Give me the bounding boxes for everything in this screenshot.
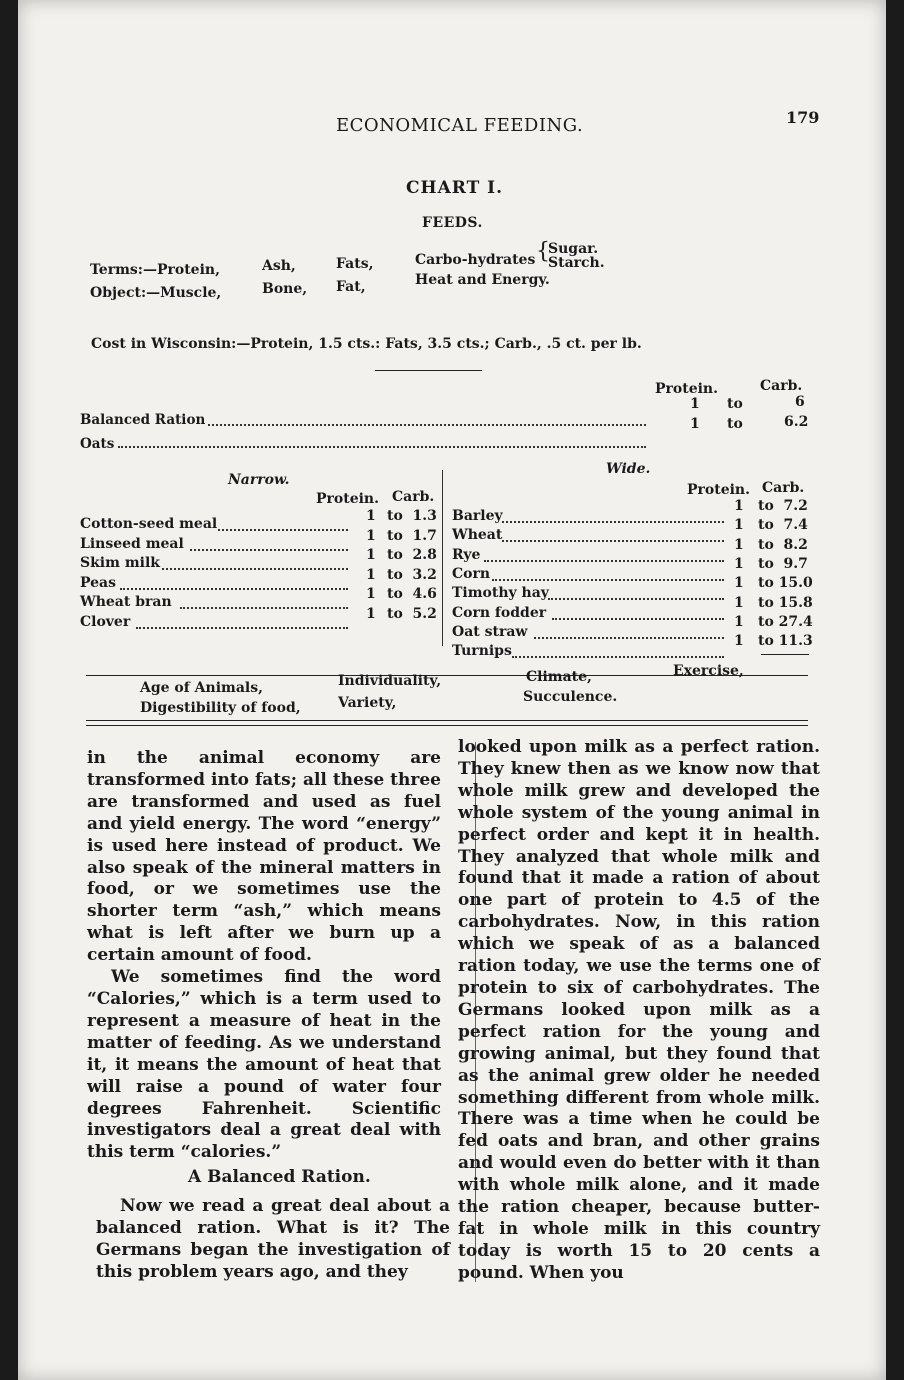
row-protein: 1 <box>366 586 376 602</box>
row-name: Rye <box>452 546 481 563</box>
row-protein: 1 <box>366 527 376 544</box>
short-rule <box>761 654 809 655</box>
row-protein: 1 <box>734 555 744 572</box>
row-to: to <box>727 396 743 412</box>
leader-dots <box>218 529 348 531</box>
wide-label: Wide. <box>606 461 651 477</box>
terms-label: Terms:—Protein, <box>90 262 220 278</box>
row-carb: to 8.2 <box>758 536 808 553</box>
factor-exercise: Exercise, <box>673 663 744 679</box>
left-column-continued <box>96 1196 450 1284</box>
row-protein: 1 <box>366 508 376 524</box>
cost-line: Cost in Wisconsin:—Protein, 1.5 cts.: Fats, 3.5 cts.; Carb., .5 ct. per lb. <box>91 336 642 352</box>
left-para-1: in the animal economy are transformed into fats; all these three are transformed and used as fuel and yield energy. The word “energy” is used here instead of product. We also speak of the mineral matters in food, or we sometimes use the shorter term “ash,” which means what is left after we burn up a certain amount of food. <box>87 748 441 966</box>
book-page <box>18 0 886 1380</box>
row-name: Peas <box>80 574 117 591</box>
factor-climate: Climate, <box>526 669 592 685</box>
row-name: Cotton-seed meal <box>80 516 218 532</box>
leader-dots <box>552 618 724 620</box>
term-starch: Starch. <box>548 255 605 271</box>
row-name: Skim milk <box>80 555 160 571</box>
row-carb: to 5.2 <box>387 605 437 622</box>
row-carb: to 4.6 <box>387 586 437 602</box>
row-carb: 6.2 <box>784 414 809 430</box>
row-to: to <box>727 416 743 432</box>
row-protein: 1 <box>734 498 744 514</box>
row-carb: to 15.0 <box>758 575 813 592</box>
factor-individuality: Individuality, <box>338 673 442 689</box>
section-heading: A Balanced Ration. <box>188 1167 371 1187</box>
row-carb: 6 <box>795 394 805 410</box>
row-name: Clover <box>80 613 131 630</box>
leader-dots <box>118 446 646 448</box>
left-para-2: We sometimes find the word “Calories,” which is a term used to represent a measure of heat in the matter of feeding. As we understand it, it means the amount of heat that will raise a pound of water four degrees Fahrenheit. Scientific investigators deal a great deal with this term “calories.” <box>87 967 441 1163</box>
top-header-protein: Protein. <box>655 381 718 397</box>
row-carb: to 1.7 <box>387 527 437 544</box>
leader-dots <box>534 637 724 639</box>
row-name: Oats <box>80 436 115 452</box>
leader-dots <box>120 588 348 590</box>
factor-digestibility: Digestibility of food, <box>140 700 301 716</box>
row-name: Corn fodder <box>452 604 547 621</box>
term-carbohydrates: Carbo-hydrates <box>415 252 536 268</box>
leader-dots <box>502 521 724 523</box>
top-header-carb: Carb. <box>760 378 803 394</box>
row-protein: 1 <box>734 536 744 553</box>
row-name: Wheat bran <box>80 594 172 610</box>
leader-dots <box>484 560 724 562</box>
leader-dots <box>492 579 724 581</box>
wide-header-protein: Protein. <box>687 482 750 498</box>
term-sugar: Sugar. <box>548 241 599 257</box>
row-carb: to 15.8 <box>758 594 813 611</box>
table-row <box>80 412 205 428</box>
row-carb: to 11.3 <box>758 633 813 650</box>
leader-dots <box>208 424 646 426</box>
term-ash: Ash, <box>262 258 296 274</box>
row-name: Timothy hay <box>452 585 549 602</box>
narrow-label: Narrow. <box>228 472 290 488</box>
running-title: ECONOMICAL FEEDING. <box>336 115 584 136</box>
row-protein: 1 <box>690 416 700 432</box>
short-rule <box>375 370 482 371</box>
row-protein: 1 <box>366 566 376 583</box>
table-row <box>80 436 114 452</box>
row-protein: 1 <box>690 396 700 412</box>
row-name: Oat straw <box>452 623 528 640</box>
row-carb: to 7.4 <box>758 517 808 534</box>
object-label: Object:—Muscle, <box>90 285 222 301</box>
row-protein: 1 <box>734 594 744 611</box>
page-number: 179 <box>786 108 820 127</box>
row-protein: 1 <box>734 575 744 592</box>
wide-header-carb: Carb. <box>762 480 805 496</box>
narrow-header-carb: Carb. <box>392 489 435 505</box>
row-name: Linseed meal <box>80 535 184 552</box>
leader-dots <box>180 607 348 609</box>
row-name: Barley <box>452 508 503 524</box>
row-carb: to 9.7 <box>758 555 808 572</box>
leader-dots <box>548 598 724 600</box>
leader-dots <box>162 568 348 570</box>
row-protein: 1 <box>734 613 744 630</box>
row-carb: to 7.2 <box>758 498 808 514</box>
row-protein: 1 <box>366 605 376 622</box>
left-para-3: Now we read a great deal about a balanced ration. What is it? The Germans began the investigation of this problem years ago, and they <box>96 1196 450 1282</box>
left-column <box>87 748 441 1164</box>
leader-dots <box>502 540 724 542</box>
row-name: Corn <box>452 565 491 582</box>
object-bone: Bone, <box>262 281 308 297</box>
factor-succulence: Succulence. <box>523 689 618 705</box>
row-name: Wheat <box>452 527 503 544</box>
row-protein: 1 <box>366 547 376 563</box>
row-name: Balanced Ration <box>80 412 206 428</box>
row-carb: to 3.2 <box>387 566 437 583</box>
factor-age: Age of Animals, <box>140 680 263 696</box>
double-rule-top <box>86 720 808 721</box>
right-column <box>458 737 820 1285</box>
double-rule-bottom <box>86 725 808 726</box>
leader-dots <box>190 549 348 551</box>
object-heat-energy: Heat and Energy. <box>415 272 550 288</box>
chart-title: CHART I. <box>406 178 504 198</box>
chart-subtitle: FEEDS. <box>422 215 483 231</box>
row-carb: to 27.4 <box>758 613 813 630</box>
factor-variety: Variety, <box>338 695 397 711</box>
leader-dots <box>512 656 724 658</box>
row-protein: 1 <box>734 633 744 650</box>
row-carb: to 2.8 <box>387 547 437 563</box>
row-carb: to 1.3 <box>387 508 437 524</box>
row-name: Turnips <box>452 643 512 660</box>
leader-dots <box>136 627 348 629</box>
table-divider <box>442 470 443 646</box>
narrow-header-protein: Protein. <box>316 491 379 507</box>
object-fat: Fat, <box>336 279 366 295</box>
right-para-1: looked upon milk as a perfect ration. They knew then as we know now that whole milk grew and developed the whole system of the young animal in perfect order and kept it in health. They analyzed that whole milk and found that it made a ration of about one part of protein to 4.5 of the carbohydrates. Now, in this ration which we speak of as a balanced ration today, we use the terms one of protein to six of carbohydrates. The Germans looked upon milk as a perfect ration for the young and growing animal, but they found that as the animal grew older he needed something different from whole milk. There was a time when he could be fed oats and bran, and other grains and would even do better with it than with whole milk alone, and it made the ration cheaper, because butter-fat in whole milk in this country today is worth 15 to 20 cents a pound. When you <box>458 737 820 1283</box>
brace-glyph: { <box>536 239 550 264</box>
term-fats: Fats, <box>336 256 374 272</box>
row-protein: 1 <box>734 517 744 534</box>
